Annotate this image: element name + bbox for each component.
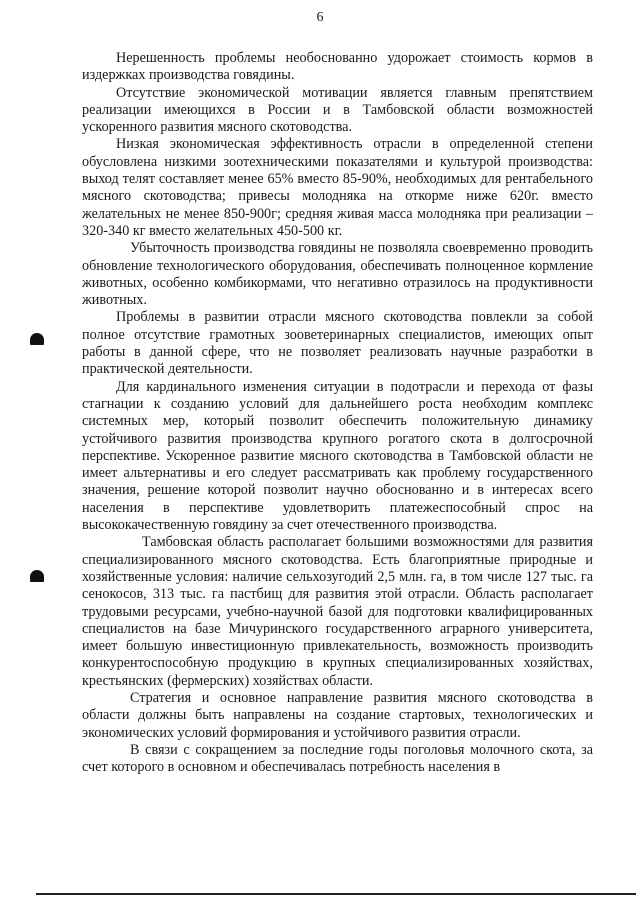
paragraph-specialists-shortage: Проблемы в развитии отрасли мясного скотоводства повлекли за собой полное отсутствие грамотных зооветеринарных специалистов, имеющих опыт работы в данной сфере, что не позволяет реализовать научные разработки в практической деятельности.	[82, 309, 593, 378]
scan-artifact-mark	[30, 570, 44, 582]
paragraph-low-efficiency: Низкая экономическая эффективность отрасли в определенной степени обусловлена низкими зоотехническими показателями и культурой производства: выход телят составляет менее 65% вместо 85-90%, необходимых для рентабельного мясного скотоводства; привесы молодняка на откорме ниже 620г. вместо желательных не менее 850-900г; средняя живая масса молодняка при реализации – 320-340 кг вместо желательных 450-500 кг.	[82, 136, 593, 239]
paragraph-tambov-potential: Тамбовская область располагает большими возможностями для развития специализированного мясного скотоводства. Есть благоприятные природные и хозяйственные условия: наличие сельхозугодий 2,5 млн. га, в том числе 127 тыс. га сенокосов, 313 тыс. га пастбищ для развития этой отрасли. Область располагает трудовыми ресурсами, учебно-научной базой для подготовки квалифицированных специалистов на базе Мичуринского государственного аграрного университета, имеет большую инвестиционную привлекательность, возможность производить конкурентоспособную продукцию в крупных специализированных хозяйствах, крестьянских (фермерских) хозяйствах области.	[82, 534, 593, 689]
paragraph-dairy-reduction: В связи с сокращением за последние годы поголовья молочного скота, за счет которого в основном и обеспечивалась потребность населения в	[82, 741, 593, 776]
page-bottom-edge	[36, 893, 636, 895]
paragraph-unresolved-problem: Нерешенность проблемы необоснованно удорожает стоимость кормов в издержках производства говядины.	[82, 50, 593, 84]
document-body	[82, 50, 593, 776]
paragraph-economic-motivation: Отсутствие экономической мотивации является главным препятствием реализации имеющихся в России и в Тамбовской области возможностей ускоренного развития мясного скотоводства.	[82, 84, 593, 136]
paragraph-unprofitability: Убыточность производства говядины не позволяла своевременно проводить обновление технологического оборудования, обеспечивать полноценное кормление животных, особенно комбикормами, что негативно отразилось на продуктивности животных.	[82, 240, 593, 309]
page-number: 6	[316, 10, 324, 25]
scan-artifact-mark	[30, 333, 44, 345]
paragraph-system-measures: Для кардинального изменения ситуации в подотрасли и перехода от фазы стагнации к созданию условий для дальнейшего роста необходим комплекс системных мер, который позволит обеспечить положительную динамику устойчивого развития производства крупного рогатого скота в долгосрочной перспективе. Ускоренное развитие мясного скотоводства в Тамбовской области не имеет альтернативы и его следует рассматривать как проблему государственного значения, решение которой позволит научно обоснованно и в интересах всего населения в перспективе удовлетворить платежеспособный спрос на высококачественную говядину за счет отечественного производства.	[82, 378, 593, 534]
paragraph-strategy: Стратегия и основное направление развития мясного скотоводства в области должны быть направлены на создание стартовых, технологических и экономических условий формирования и устойчивого развития отрасли.	[82, 689, 593, 741]
